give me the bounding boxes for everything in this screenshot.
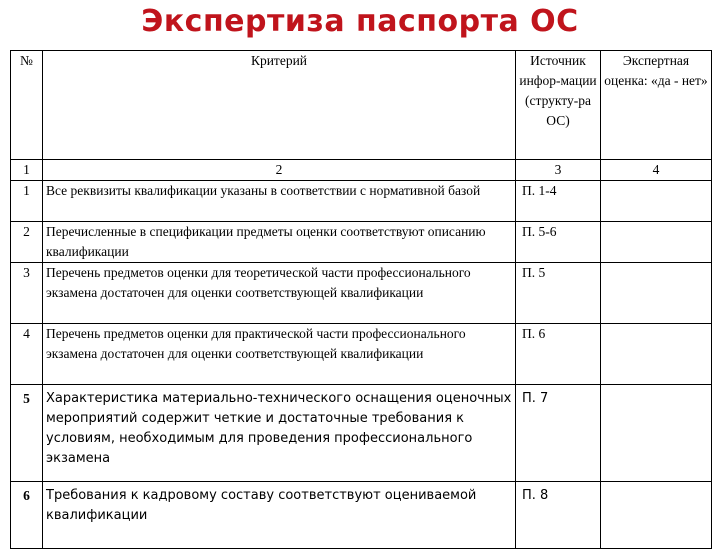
row-criterion: Все реквизиты квалификации указаны в соответствии с нормативной базой — [43, 181, 516, 222]
table-row — [11, 181, 712, 222]
page-title: Экспертиза паспорта ОС — [141, 4, 579, 39]
row-source: П. 5-6 — [516, 222, 601, 263]
row-source: П. 1-4 — [516, 181, 601, 222]
index-cell: 2 — [43, 160, 516, 181]
row-source: П. 5 — [516, 263, 601, 324]
row-criterion: Перечень предметов оценки для практической части профессионального экзамена достаточен для оценки соответствующей квалификации — [43, 324, 516, 385]
row-evaluation — [601, 324, 712, 385]
row-num: 5 — [11, 385, 43, 482]
index-cell: 3 — [516, 160, 601, 181]
row-evaluation — [601, 181, 712, 222]
row-criterion: Характеристика материально-технического оснащения оценочных мероприятий содержит четкие и достаточные требования к условиям, необходимым для проведения профессионального экзамена — [43, 385, 516, 482]
row-num: 4 — [11, 324, 43, 385]
header-source: Источник инфор-мации (структу-ра ОС) — [516, 51, 601, 160]
row-source: П. 6 — [516, 324, 601, 385]
row-evaluation — [601, 222, 712, 263]
row-criterion: Перечисленные в спецификации предметы оценки соответствуют описанию квалификации — [43, 222, 516, 263]
row-num: 1 — [11, 181, 43, 222]
row-num: 2 — [11, 222, 43, 263]
row-criterion: Требования к кадровому составу соответствуют оцениваемой квалификации — [43, 482, 516, 549]
row-num: 6 — [11, 482, 43, 549]
header-evaluation: Экспертная оценка: «да - нет» — [601, 51, 712, 160]
row-source: П. 7 — [516, 385, 601, 482]
header-row — [11, 51, 712, 160]
row-criterion: Перечень предметов оценки для теоретической части профессионального экзамена достаточен для оценки соответствующей квалификации — [43, 263, 516, 324]
row-source: П. 8 — [516, 482, 601, 549]
row-evaluation — [601, 385, 712, 482]
table-row — [11, 482, 712, 549]
index-cell: 1 — [11, 160, 43, 181]
row-evaluation — [601, 263, 712, 324]
index-row — [11, 160, 712, 181]
table-row — [11, 324, 712, 385]
index-cell: 4 — [601, 160, 712, 181]
table-row — [11, 385, 712, 482]
row-num: 3 — [11, 263, 43, 324]
header-num: № — [11, 51, 43, 160]
table-row — [11, 263, 712, 324]
table-row — [11, 222, 712, 263]
header-criterion: Критерий — [43, 51, 516, 160]
expertise-table — [10, 50, 712, 549]
row-evaluation — [601, 482, 712, 549]
